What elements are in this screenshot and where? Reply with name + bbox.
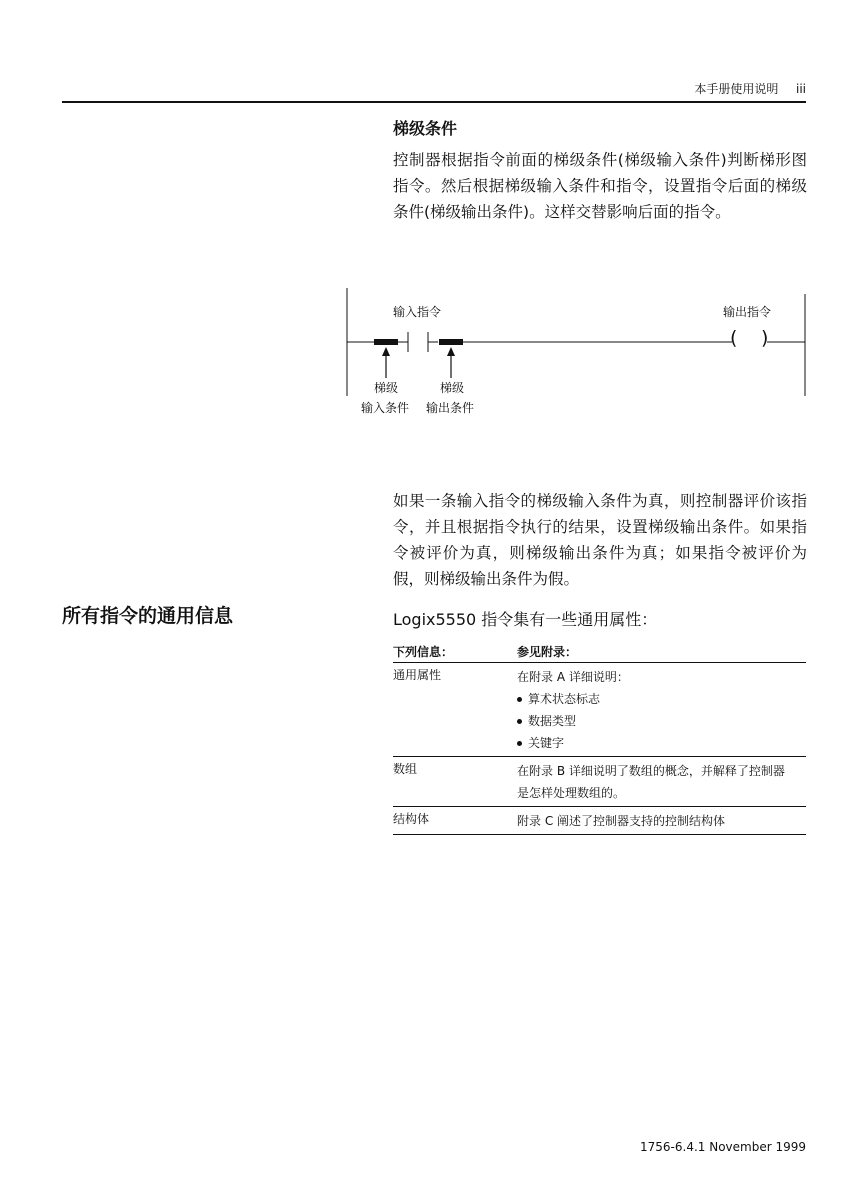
- output-instruction-label: 输出指令: [723, 305, 772, 319]
- rung-input-arrowhead: [382, 347, 390, 356]
- reference-table: [393, 640, 806, 835]
- bullet-item: [517, 710, 806, 732]
- table-row: [393, 663, 806, 757]
- rung-input-label-line2: 输入条件: [361, 401, 410, 415]
- bullet-icon: [517, 741, 522, 746]
- table-cell-topic: 结构体: [393, 812, 430, 826]
- bullet-text: 算术状态标志: [528, 692, 601, 706]
- bullet-icon: [517, 697, 522, 702]
- table-row: [393, 757, 806, 807]
- bullet-text: 数据类型: [528, 714, 577, 728]
- reference-line: 在附录 B 详细说明了数组的概念，并解释了控制器: [517, 764, 785, 778]
- running-title: 本手册使用说明: [694, 82, 779, 96]
- bullet-icon: [517, 719, 522, 724]
- table-cell-reference: [517, 663, 806, 756]
- rung-output-arrowhead: [447, 347, 455, 356]
- ladder-diagram: [340, 286, 810, 418]
- table-header-appendix: 参见附录：: [517, 645, 578, 659]
- reference-line: 在附录 A 详细说明：: [517, 670, 629, 684]
- instruction-set-intro: Logix5550 指令集有一些通用属性：: [393, 610, 658, 629]
- table-cell-reference: [517, 757, 806, 806]
- table-cell-reference: [517, 807, 806, 834]
- bullet-item: [517, 688, 806, 710]
- reference-line: 附录 C 阐述了控制器支持的控制结构体: [517, 814, 726, 828]
- coil-left-paren: (: [730, 327, 738, 349]
- input-instruction-label: 输入指令: [393, 305, 442, 319]
- table-row: [393, 807, 806, 835]
- rung-output-label-line2: 输出条件: [426, 401, 475, 415]
- bullet-text: 关键字: [528, 736, 565, 750]
- paragraph-rung-condition: 控制器根据指令前面的梯级条件(梯级输入条件)判断梯形图指令。然后根据梯级输入条件和指令，设置指令后面的梯级条件(梯级输出条件)。这样交替影响后面的指令。: [393, 151, 807, 221]
- table-cell-topic: 数组: [393, 762, 418, 776]
- coil-right-paren: ): [761, 327, 769, 349]
- page-number: iii: [795, 82, 806, 96]
- running-header: [694, 80, 806, 97]
- reference-line: 是怎样处理数组的。: [517, 786, 626, 800]
- rung-input-label-line1: 梯级: [374, 381, 399, 395]
- side-heading-general-info: 所有指令的通用信息: [62, 605, 234, 627]
- footer-doc-id: 1756-6.4.1 November 1999: [640, 1140, 806, 1154]
- bullet-item: [517, 732, 806, 754]
- table-header-topic: 下列信息：: [393, 645, 454, 659]
- rung-input-marker: [374, 339, 398, 345]
- paragraph-evaluation: 如果一条输入指令的梯级输入条件为真，则控制器评价该指令，并且根据指令执行的结果，设置梯级输出条件。如果指令被评价为真，则梯级输出条件为真；如果指令被评价为假，则梯级输出条件为假。: [393, 492, 807, 588]
- table-cell-topic: 通用属性: [393, 668, 442, 682]
- rung-output-label-line1: 梯级: [440, 381, 465, 395]
- table-header-row: [393, 640, 806, 663]
- rung-output-marker: [439, 339, 463, 345]
- section-heading: 梯级条件: [393, 119, 458, 138]
- header-rule: [62, 101, 806, 103]
